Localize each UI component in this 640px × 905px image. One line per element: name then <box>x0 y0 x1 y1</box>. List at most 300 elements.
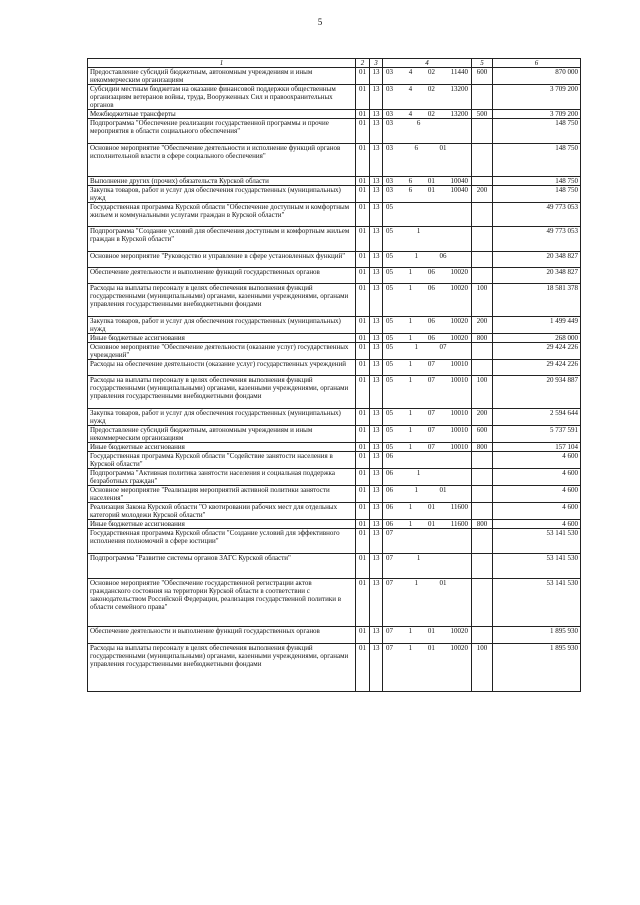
target-article-codes <box>385 627 469 635</box>
target-article-part: 10020 <box>450 627 468 635</box>
target-article-part: 07 <box>427 360 435 368</box>
target-article-part: 07 <box>427 409 435 417</box>
row-name-cell: Закупка товаров, работ и услуг для обеспечения государственных (муниципальных) нужд <box>88 409 356 426</box>
target-article-part: 05 <box>386 443 393 451</box>
section-code-cell: 01 <box>356 119 370 144</box>
target-article-part: 07 <box>427 443 435 451</box>
header-cell: 4 <box>383 59 472 68</box>
subsection-code-cell: 13 <box>370 443 383 452</box>
expense-type-cell: 100 <box>472 376 493 409</box>
target-article-codes <box>385 376 469 384</box>
subsection-code-cell: 13 <box>370 334 383 343</box>
target-article-part: 01 <box>428 503 435 511</box>
target-article-part: 6 <box>414 144 418 152</box>
target-article-part: 01 <box>427 627 435 635</box>
target-article-cell <box>383 452 472 469</box>
target-article-part: 4 <box>408 85 413 93</box>
expense-type-cell <box>472 486 493 503</box>
target-article-codes <box>385 644 469 652</box>
target-article-codes <box>385 186 469 194</box>
target-article-part: 02 <box>427 110 435 118</box>
target-article-part: 6 <box>416 119 421 127</box>
target-article-cell <box>383 343 472 360</box>
amount-cell: 53 141 530 <box>493 529 581 554</box>
table-row <box>88 186 581 203</box>
amount-cell: 20 348 827 <box>493 268 581 284</box>
table-row <box>88 409 581 426</box>
row-name-cell: Иные бюджетные ассигнования <box>88 334 356 343</box>
target-article-cell <box>383 486 472 503</box>
target-article-part: 4 <box>408 110 413 118</box>
target-article-part: 1 <box>408 360 413 368</box>
expense-type-cell <box>472 627 493 644</box>
amount-cell: 18 581 378 <box>493 284 581 317</box>
target-article-part: 1 <box>414 343 418 351</box>
target-article-part: 11600 <box>450 520 468 528</box>
section-code-cell: 01 <box>356 343 370 360</box>
subsection-code-cell: 13 <box>370 409 383 426</box>
target-article-cell <box>383 554 472 579</box>
expense-type-cell <box>472 343 493 360</box>
target-article-codes <box>385 579 469 587</box>
target-article-codes <box>385 177 469 185</box>
row-name-cell: Расходы на обеспечение деятельности (оказание услуг) государственных учреждений <box>88 360 356 376</box>
target-article-cell <box>383 227 472 252</box>
row-name-cell: Предоставление субсидий бюджетным, автономным учреждениям и иным некоммерческим организациям <box>88 426 356 443</box>
section-code-cell: 01 <box>356 186 370 203</box>
target-article-part: 01 <box>439 579 447 587</box>
row-name-cell: Выполнение других (прочих) обязательств Курской области <box>88 177 356 186</box>
subsection-code-cell: 13 <box>370 203 383 227</box>
target-article-part: 4 <box>408 68 413 76</box>
table-row <box>88 520 581 529</box>
target-article-part: 01 <box>439 486 447 494</box>
subsection-code-cell: 13 <box>370 426 383 443</box>
target-article-part: 1 <box>408 426 413 434</box>
target-article-part: 11440 <box>450 68 468 76</box>
target-article-part: 6 <box>408 177 413 185</box>
budget-table-body <box>88 59 581 692</box>
expense-type-cell: 100 <box>472 284 493 317</box>
target-article-part: 02 <box>427 85 435 93</box>
target-article-part: 1 <box>408 268 413 276</box>
target-article-codes <box>385 227 469 235</box>
expense-type-cell: 800 <box>472 520 493 529</box>
target-article-codes <box>385 284 469 292</box>
target-article-part: 10040 <box>450 186 468 194</box>
section-code-cell: 01 <box>356 529 370 554</box>
target-article-part: 07 <box>386 529 393 537</box>
target-article-part: 07 <box>386 644 393 652</box>
table-row <box>88 203 581 227</box>
row-name-cell: Основное мероприятие "Реализация мероприятий активной политики занятости населения" <box>88 486 356 503</box>
subsection-code-cell: 13 <box>370 469 383 486</box>
row-name-cell: Подпрограмма "Обеспечение реализации государственной программы и прочие мероприятия в области социального обеспечения" <box>88 119 356 144</box>
page-number: 5 <box>317 17 323 27</box>
target-article-cell <box>383 520 472 529</box>
subsection-code-cell: 13 <box>370 503 383 520</box>
target-article-cell <box>383 409 472 426</box>
target-article-part: 02 <box>428 68 435 76</box>
amount-cell: 4 600 <box>493 452 581 469</box>
expense-type-cell <box>472 85 493 110</box>
subsection-code-cell: 13 <box>370 376 383 409</box>
amount-cell: 4 600 <box>493 503 581 520</box>
amount-cell: 49 773 053 <box>493 203 581 227</box>
target-article-part: 10010 <box>450 376 468 384</box>
expense-type-cell <box>472 227 493 252</box>
row-name-cell: Реализация Закона Курской области "О квотировании рабочих мест для отдельных категорий молодежи Курской области" <box>88 503 356 520</box>
target-article-codes <box>385 520 469 528</box>
row-name-cell: Обеспечение деятельности и выполнение функций государственных органов <box>88 268 356 284</box>
row-name-cell: Подпрограмма "Активная политика занятости населения и социальная поддержка безработных граждан" <box>88 469 356 486</box>
target-article-part: 06 <box>386 469 393 477</box>
amount-cell: 4 600 <box>493 469 581 486</box>
amount-cell: 29 424 226 <box>493 360 581 376</box>
table-row <box>88 252 581 268</box>
target-article-part: 10020 <box>450 268 468 276</box>
target-article-cell <box>383 284 472 317</box>
table-row <box>88 268 581 284</box>
target-article-cell <box>383 334 472 343</box>
expense-type-cell <box>472 554 493 579</box>
row-name-cell: Основное мероприятие "Руководство и управление в сфере установленных функций" <box>88 252 356 268</box>
amount-cell: 1 895 930 <box>493 644 581 692</box>
budget-table <box>87 58 581 692</box>
target-article-part: 05 <box>386 360 393 368</box>
target-article-cell <box>383 426 472 443</box>
section-code-cell: 01 <box>356 284 370 317</box>
subsection-code-cell: 13 <box>370 529 383 554</box>
table-row <box>88 85 581 110</box>
table-row <box>88 376 581 409</box>
expense-type-cell <box>472 252 493 268</box>
expense-type-cell <box>472 503 493 520</box>
section-code-cell: 01 <box>356 252 370 268</box>
target-article-part: 06 <box>386 503 393 511</box>
section-code-cell: 01 <box>356 85 370 110</box>
section-code-cell: 01 <box>356 627 370 644</box>
section-code-cell: 01 <box>356 227 370 252</box>
amount-cell: 3 709 200 <box>493 85 581 110</box>
expense-type-cell: 600 <box>472 68 493 85</box>
subsection-code-cell: 13 <box>370 177 383 186</box>
target-article-part: 03 <box>386 110 393 118</box>
target-article-cell <box>383 268 472 284</box>
table-row <box>88 644 581 692</box>
row-name-cell: Иные бюджетные ассигнования <box>88 520 356 529</box>
target-article-part: 1 <box>414 579 418 587</box>
target-article-part: 1 <box>408 443 413 451</box>
target-article-codes <box>385 144 469 152</box>
target-article-part: 06 <box>386 452 393 460</box>
target-article-codes <box>385 119 469 127</box>
target-article-part: 05 <box>386 334 393 342</box>
target-article-codes <box>385 343 469 351</box>
amount-cell: 4 600 <box>493 520 581 529</box>
target-article-part: 10010 <box>450 443 468 451</box>
target-article-part: 1 <box>408 644 413 652</box>
expense-type-cell: 100 <box>472 644 493 692</box>
amount-cell: 20 934 887 <box>493 376 581 409</box>
target-article-part: 07 <box>386 554 393 562</box>
header-cell: 5 <box>472 59 493 68</box>
target-article-codes <box>385 486 469 494</box>
target-article-codes <box>385 268 469 276</box>
row-name-cell: Подпрограмма "Создание условий для обеспечения доступным и комфортным жильем граждан в Курской области" <box>88 227 356 252</box>
target-article-part: 06 <box>427 317 435 325</box>
target-article-codes <box>385 110 469 118</box>
subsection-code-cell: 13 <box>370 452 383 469</box>
subsection-code-cell: 13 <box>370 186 383 203</box>
target-article-part: 10020 <box>450 284 468 292</box>
row-name-cell: Государственная программа Курской области "Создание условий для эффективного исполнения полномочий в сфере юстиции" <box>88 529 356 554</box>
row-name-cell: Межбюджетные трансферты <box>88 110 356 119</box>
target-article-part: 05 <box>386 426 393 434</box>
expense-type-cell: 600 <box>472 426 493 443</box>
target-article-cell <box>383 529 472 554</box>
target-article-part: 1 <box>408 334 413 342</box>
table-row <box>88 529 581 554</box>
target-article-cell <box>383 360 472 376</box>
header-cell: 3 <box>370 59 383 68</box>
table-row <box>88 284 581 317</box>
subsection-code-cell: 13 <box>370 486 383 503</box>
expense-type-cell <box>472 529 493 554</box>
header-cell: 2 <box>356 59 370 68</box>
expense-type-cell <box>472 360 493 376</box>
target-article-codes <box>385 529 469 537</box>
subsection-code-cell: 13 <box>370 520 383 529</box>
header-cell: 6 <box>493 59 581 68</box>
target-article-part: 1 <box>408 317 413 325</box>
section-code-cell: 01 <box>356 452 370 469</box>
target-article-part: 07 <box>439 343 447 351</box>
target-article-codes <box>385 409 469 417</box>
amount-cell: 148 750 <box>493 119 581 144</box>
target-article-part: 10020 <box>450 317 468 325</box>
target-article-cell <box>383 177 472 186</box>
expense-type-cell: 800 <box>472 334 493 343</box>
expense-type-cell <box>472 177 493 186</box>
target-article-cell <box>383 469 472 486</box>
section-code-cell: 01 <box>356 144 370 177</box>
target-article-part: 05 <box>386 409 393 417</box>
target-article-part: 03 <box>386 177 393 185</box>
target-article-part: 06 <box>427 268 435 276</box>
target-article-part: 03 <box>386 68 393 76</box>
target-article-codes <box>385 252 469 260</box>
amount-cell: 20 348 827 <box>493 252 581 268</box>
target-article-part: 1 <box>408 409 413 417</box>
subsection-code-cell: 13 <box>370 644 383 692</box>
section-code-cell: 01 <box>356 554 370 579</box>
table-row <box>88 68 581 85</box>
target-article-part: 1 <box>408 284 413 292</box>
target-article-cell <box>383 376 472 409</box>
amount-cell: 3 709 200 <box>493 110 581 119</box>
table-header-row <box>88 59 581 68</box>
amount-cell: 870 000 <box>493 68 581 85</box>
subsection-code-cell: 13 <box>370 268 383 284</box>
target-article-part: 1 <box>416 469 421 477</box>
target-article-part: 05 <box>386 376 393 384</box>
target-article-part: 10020 <box>450 334 468 342</box>
section-code-cell: 01 <box>356 520 370 529</box>
target-article-part: 03 <box>386 85 393 93</box>
subsection-code-cell: 13 <box>370 252 383 268</box>
amount-cell: 148 750 <box>493 186 581 203</box>
amount-cell: 1 895 930 <box>493 627 581 644</box>
subsection-code-cell: 13 <box>370 110 383 119</box>
expense-type-cell <box>472 203 493 227</box>
target-article-part: 05 <box>386 284 393 292</box>
target-article-cell <box>383 119 472 144</box>
target-article-part: 10010 <box>450 409 468 417</box>
row-name-cell: Государственная программа Курской области "Обеспечение доступным и комфортным жильем и коммунальными услугами граждан в Курской области" <box>88 203 356 227</box>
table-row <box>88 227 581 252</box>
target-article-part: 10010 <box>450 360 468 368</box>
target-article-codes <box>385 469 469 477</box>
amount-cell: 49 773 053 <box>493 227 581 252</box>
table-row <box>88 452 581 469</box>
expense-type-cell <box>472 452 493 469</box>
target-article-part: 1 <box>408 520 413 528</box>
table-row <box>88 426 581 443</box>
subsection-code-cell: 13 <box>370 144 383 177</box>
expense-type-cell <box>472 119 493 144</box>
section-code-cell: 01 <box>356 469 370 486</box>
target-article-codes <box>385 68 469 76</box>
subsection-code-cell: 13 <box>370 343 383 360</box>
row-name-cell: Иные бюджетные ассигнования <box>88 443 356 452</box>
table-row <box>88 177 581 186</box>
amount-cell: 4 600 <box>493 486 581 503</box>
target-article-part: 06 <box>386 486 393 494</box>
subsection-code-cell: 13 <box>370 317 383 334</box>
amount-cell: 5 737 591 <box>493 426 581 443</box>
expense-type-cell: 500 <box>472 110 493 119</box>
amount-cell: 29 424 226 <box>493 343 581 360</box>
target-article-codes <box>385 443 469 451</box>
target-article-part: 06 <box>427 334 435 342</box>
target-article-codes <box>385 360 469 368</box>
target-article-cell <box>383 443 472 452</box>
target-article-part: 1 <box>416 227 421 235</box>
section-code-cell: 01 <box>356 334 370 343</box>
section-code-cell: 01 <box>356 68 370 85</box>
expense-type-cell <box>472 268 493 284</box>
section-code-cell: 01 <box>356 317 370 334</box>
target-article-cell <box>383 186 472 203</box>
section-code-cell: 01 <box>356 110 370 119</box>
target-article-codes <box>385 203 469 211</box>
subsection-code-cell: 13 <box>370 68 383 85</box>
target-article-part: 03 <box>386 119 393 127</box>
target-article-codes <box>385 452 469 460</box>
target-article-part: 10010 <box>450 426 468 434</box>
target-article-part: 01 <box>439 144 447 152</box>
amount-cell: 53 141 530 <box>493 554 581 579</box>
section-code-cell: 01 <box>356 409 370 426</box>
target-article-cell <box>383 144 472 177</box>
target-article-part: 01 <box>427 644 435 652</box>
row-name-cell: Государственная программа Курской области "Содействие занятости населения в Курской области" <box>88 452 356 469</box>
target-article-part: 03 <box>386 186 393 194</box>
target-article-part: 05 <box>386 343 393 351</box>
target-article-part: 11600 <box>450 503 468 511</box>
table-row <box>88 579 581 627</box>
target-article-part: 01 <box>427 177 435 185</box>
target-article-codes <box>385 554 469 562</box>
target-article-part: 06 <box>427 284 435 292</box>
amount-cell: 148 750 <box>493 177 581 186</box>
target-article-part: 07 <box>427 426 435 434</box>
amount-cell: 268 000 <box>493 334 581 343</box>
row-name-cell: Основное мероприятие "Обеспечение государственной регистрации актов гражданского состояния на территории Курской области в соответствии с законодательством Российской Федерации, реализация государственной политики в области семейного права" <box>88 579 356 627</box>
target-article-part: 13200 <box>450 110 468 118</box>
target-article-cell <box>383 68 472 85</box>
subsection-code-cell: 13 <box>370 554 383 579</box>
section-code-cell: 01 <box>356 426 370 443</box>
target-article-codes <box>385 85 469 93</box>
target-article-part: 05 <box>386 268 393 276</box>
table-row <box>88 144 581 177</box>
section-code-cell: 01 <box>356 443 370 452</box>
table-row <box>88 360 581 376</box>
row-name-cell: Расходы на выплаты персоналу в целях обеспечения выполнения функций государственными (муниципальными) органами, казенными учреждениями, органами управления государственными внебюджетными фондами <box>88 376 356 409</box>
table-row <box>88 110 581 119</box>
target-article-codes <box>385 426 469 434</box>
expense-type-cell: 200 <box>472 317 493 334</box>
amount-cell: 148 750 <box>493 144 581 177</box>
target-article-part: 1 <box>408 627 413 635</box>
target-article-cell <box>383 85 472 110</box>
target-article-part: 06 <box>386 520 393 528</box>
target-article-part: 10020 <box>450 644 468 652</box>
table-row <box>88 486 581 503</box>
table-row <box>88 443 581 452</box>
row-name-cell: Подпрограмма "Развитие системы органов ЗАГС Курской области" <box>88 554 356 579</box>
table-row <box>88 554 581 579</box>
target-article-codes <box>385 334 469 342</box>
target-article-cell <box>383 110 472 119</box>
target-article-part: 1 <box>414 252 418 260</box>
row-name-cell: Предоставление субсидий бюджетным, автономным учреждениям и иным некоммерческим организациям <box>88 68 356 85</box>
target-article-part: 6 <box>408 186 413 194</box>
subsection-code-cell: 13 <box>370 579 383 627</box>
table-row <box>88 503 581 520</box>
section-code-cell: 01 <box>356 644 370 692</box>
section-code-cell: 01 <box>356 376 370 409</box>
target-article-part: 07 <box>427 376 435 384</box>
row-name-cell: Основное мероприятие "Обеспечение деятельности (оказание услуг) государственных учреждений" <box>88 343 356 360</box>
amount-cell: 53 141 530 <box>493 579 581 627</box>
row-name-cell: Закупка товаров, работ и услуг для обеспечения государственных (муниципальных) нужд <box>88 186 356 203</box>
target-article-cell <box>383 503 472 520</box>
section-code-cell: 01 <box>356 268 370 284</box>
table-row <box>88 343 581 360</box>
target-article-part: 13200 <box>450 85 468 93</box>
target-article-part: 05 <box>386 227 393 235</box>
target-article-part: 01 <box>428 520 435 528</box>
target-article-cell <box>383 252 472 268</box>
target-article-part: 10040 <box>450 177 468 185</box>
section-code-cell: 01 <box>356 503 370 520</box>
amount-cell: 1 499 449 <box>493 317 581 334</box>
target-article-part: 05 <box>386 203 393 211</box>
header-cell: 1 <box>88 59 356 68</box>
